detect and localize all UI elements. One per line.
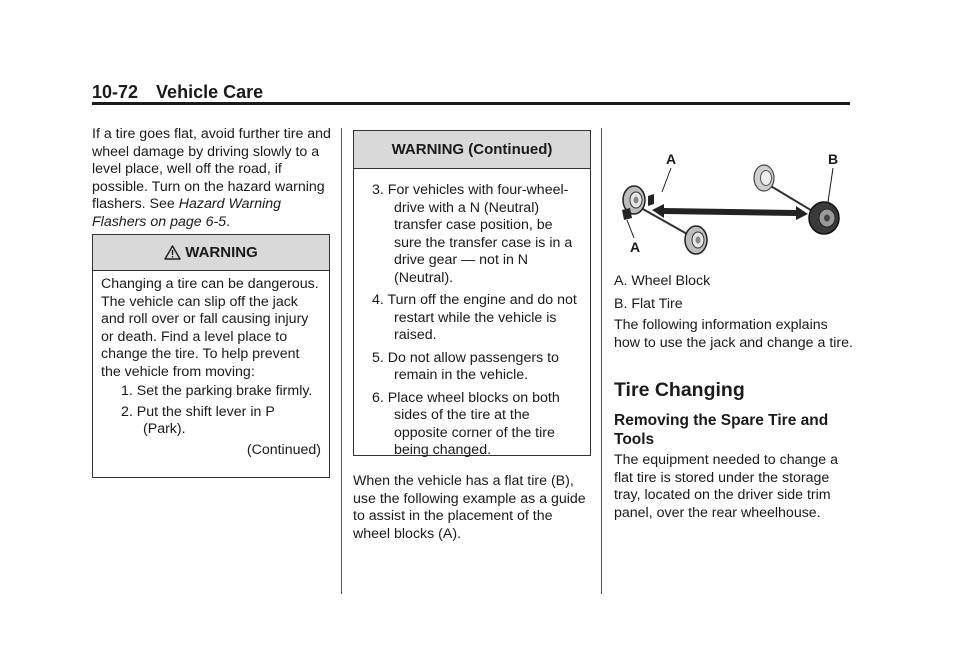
warning-header: WARNING — [93, 235, 329, 271]
warning-steps — [101, 383, 321, 439]
subsection-heading: Removing the Spare Tire and Tools — [614, 412, 829, 448]
tire-icon — [754, 165, 774, 191]
warning-triangle-icon — [164, 245, 181, 260]
label-a-bottom: A — [630, 239, 641, 255]
list-item: 2. Put the shift lever in P (Park). — [121, 403, 275, 437]
flat-tire-icon — [809, 202, 839, 234]
continued-label: (Continued) — [246, 441, 321, 458]
label-b: B — [828, 151, 839, 167]
warning-box — [92, 234, 330, 478]
column-divider-2 — [601, 128, 602, 594]
double-arrow-icon — [652, 204, 808, 220]
wheel-block-diagram — [614, 148, 852, 260]
figure-legend — [614, 273, 854, 318]
header-rule — [92, 102, 850, 105]
label-a-top: A — [666, 151, 677, 167]
list-item: 3. For vehicles with four-wheel-drive with a N (Neutral) transfer case position, be sure the transfer case is in a drive gear — not in N (Neutral). — [372, 182, 573, 286]
page-header — [92, 82, 263, 103]
warning-continued-header: WARNING (Continued) — [354, 131, 590, 169]
intro-paragraph: If a tire goes flat, avoid further tire and wheel damage by driving slowly to a level place, well off the road, if possible. Turn on the hazard warning flashers. See Hazard Warning Flashers on page 6-5. — [92, 126, 331, 230]
warning-continued-box — [353, 130, 591, 456]
info-paragraph: The following information explains how to use the jack and change a tire. — [614, 317, 853, 351]
warning-body: Changing a tire can be dangerous. The vehicle can slip off the jack and roll over or fall causing injury or death. Find a level place to change the tire. To help prevent the vehicle from moving: — [101, 276, 319, 380]
wheel-block-paragraph: When the vehicle has a flat tire (B), use the following example as a guide to assist in the placement of the wheel blocks (A). — [353, 473, 586, 542]
section-title: Vehicle Care — [156, 82, 264, 102]
legend-item: A. Wheel Block — [614, 273, 711, 289]
list-item: 4. Turn off the engine and do not restart while the vehicle is raised. — [372, 292, 577, 343]
tire-icon — [685, 226, 707, 254]
list-item: 6. Place wheel blocks on both sides of the tire at the opposite corner of the tire being changed. — [372, 389, 560, 458]
wheel-block-icon — [648, 194, 654, 206]
legend-item: B. Flat Tire — [614, 295, 683, 312]
warning-continued-steps — [354, 169, 590, 460]
list-item: 1. Set the parking brake firmly. — [121, 383, 313, 399]
list-item: 5. Do not allow passengers to remain in the vehicle. — [372, 349, 559, 383]
equipment-paragraph: The equipment needed to change a flat tire is stored under the storage tray, located on the driver side trim panel, over the rear wheelhouse. — [614, 452, 839, 521]
column-divider-1 — [341, 128, 342, 594]
hazard-flashers-link[interactable]: Hazard Warning Flashers on page 6-5 — [92, 196, 282, 230]
page-number: 10-72 — [92, 82, 139, 102]
section-heading: Tire Changing — [614, 379, 745, 401]
